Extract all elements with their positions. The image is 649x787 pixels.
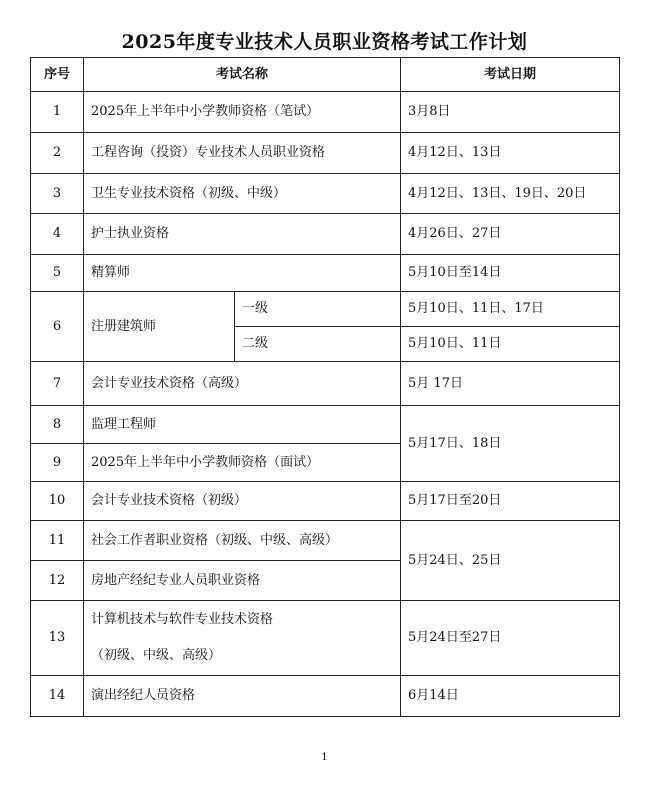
row-exam-name: 房地产经纪专业人员职业资格 [84, 561, 401, 601]
row-exam-name: 注册建筑师 [84, 292, 235, 362]
row-exam-name: 会计专业技术资格（初级） [84, 482, 401, 521]
row-exam-date: 5月24日、25日 [401, 521, 620, 601]
row-exam-level: 一级 [235, 292, 401, 327]
row-num: 2 [31, 133, 84, 174]
page-number: 1 [321, 752, 328, 763]
row-num: 12 [31, 561, 84, 601]
table-row [31, 676, 620, 717]
row-exam-date: 5月17日至20日 [401, 482, 620, 521]
row-exam-date: 3月8日 [401, 92, 620, 133]
row-num: 6 [31, 292, 84, 362]
row-exam-name [84, 601, 401, 676]
row-exam-name: 2025年上半年中小学教师资格（笔试） [84, 92, 401, 133]
row-num: 3 [31, 174, 84, 214]
header-name: 考试名称 [84, 58, 401, 92]
row-exam-name: 社会工作者职业资格（初级、中级、高级） [84, 521, 401, 561]
row-num: 1 [31, 92, 84, 133]
row-num: 14 [31, 676, 84, 717]
table-row [31, 601, 620, 676]
row-exam-name: 护士执业资格 [84, 214, 401, 255]
row-exam-name: 工程咨询（投资）专业技术人员职业资格 [84, 133, 401, 174]
table-row [31, 255, 620, 292]
table-row [31, 92, 620, 133]
exam-schedule-table [30, 57, 620, 717]
row-exam-date: 5月10日至14日 [401, 255, 620, 292]
row-exam-date: 5月17日、18日 [401, 406, 620, 482]
row-exam-name: 演出经纪人员资格 [84, 676, 401, 717]
row-exam-date: 6月14日 [401, 676, 620, 717]
header-num: 序号 [31, 58, 84, 92]
row-exam-name: 监理工程师 [84, 406, 401, 444]
row-exam-date: 4月12日、13日、19日、20日 [401, 174, 620, 214]
header-date: 考试日期 [401, 58, 620, 92]
table-row [31, 406, 620, 444]
row-exam-date: 4月12日、13日 [401, 133, 620, 174]
row-exam-date: 5月24日至27日 [401, 601, 620, 676]
table-header-row [31, 58, 620, 92]
row-num: 9 [31, 444, 84, 482]
row-exam-name: 会计专业技术资格（高级） [84, 362, 401, 406]
row-num: 8 [31, 406, 84, 444]
table-row [31, 174, 620, 214]
row-exam-date: 5月 17日 [401, 362, 620, 406]
row-exam-name-line2: （初级、中级、高级） [91, 648, 222, 663]
table-row [31, 482, 620, 521]
table-row [31, 133, 620, 174]
page-title: 2025年度专业技术人员职业资格考试工作计划 [121, 31, 528, 53]
table-row [31, 292, 620, 327]
row-exam-name: 卫生专业技术资格（初级、中级） [84, 174, 401, 214]
row-exam-date: 5月10日、11日、17日 [401, 292, 620, 327]
table-row [31, 214, 620, 255]
row-num: 10 [31, 482, 84, 521]
table-row [31, 521, 620, 561]
row-exam-level: 二级 [235, 327, 401, 362]
row-num: 7 [31, 362, 84, 406]
row-exam-name: 2025年上半年中小学教师资格（面试） [84, 444, 401, 482]
row-num: 4 [31, 214, 84, 255]
row-exam-name-line1: 计算机技术与软件专业技术资格 [91, 612, 274, 627]
table-row [31, 362, 620, 406]
row-exam-date: 5月10日、11日 [401, 327, 620, 362]
row-num: 11 [31, 521, 84, 561]
row-num: 13 [31, 601, 84, 676]
row-num: 5 [31, 255, 84, 292]
row-exam-date: 4月26日、27日 [401, 214, 620, 255]
row-exam-name: 精算师 [84, 255, 401, 292]
